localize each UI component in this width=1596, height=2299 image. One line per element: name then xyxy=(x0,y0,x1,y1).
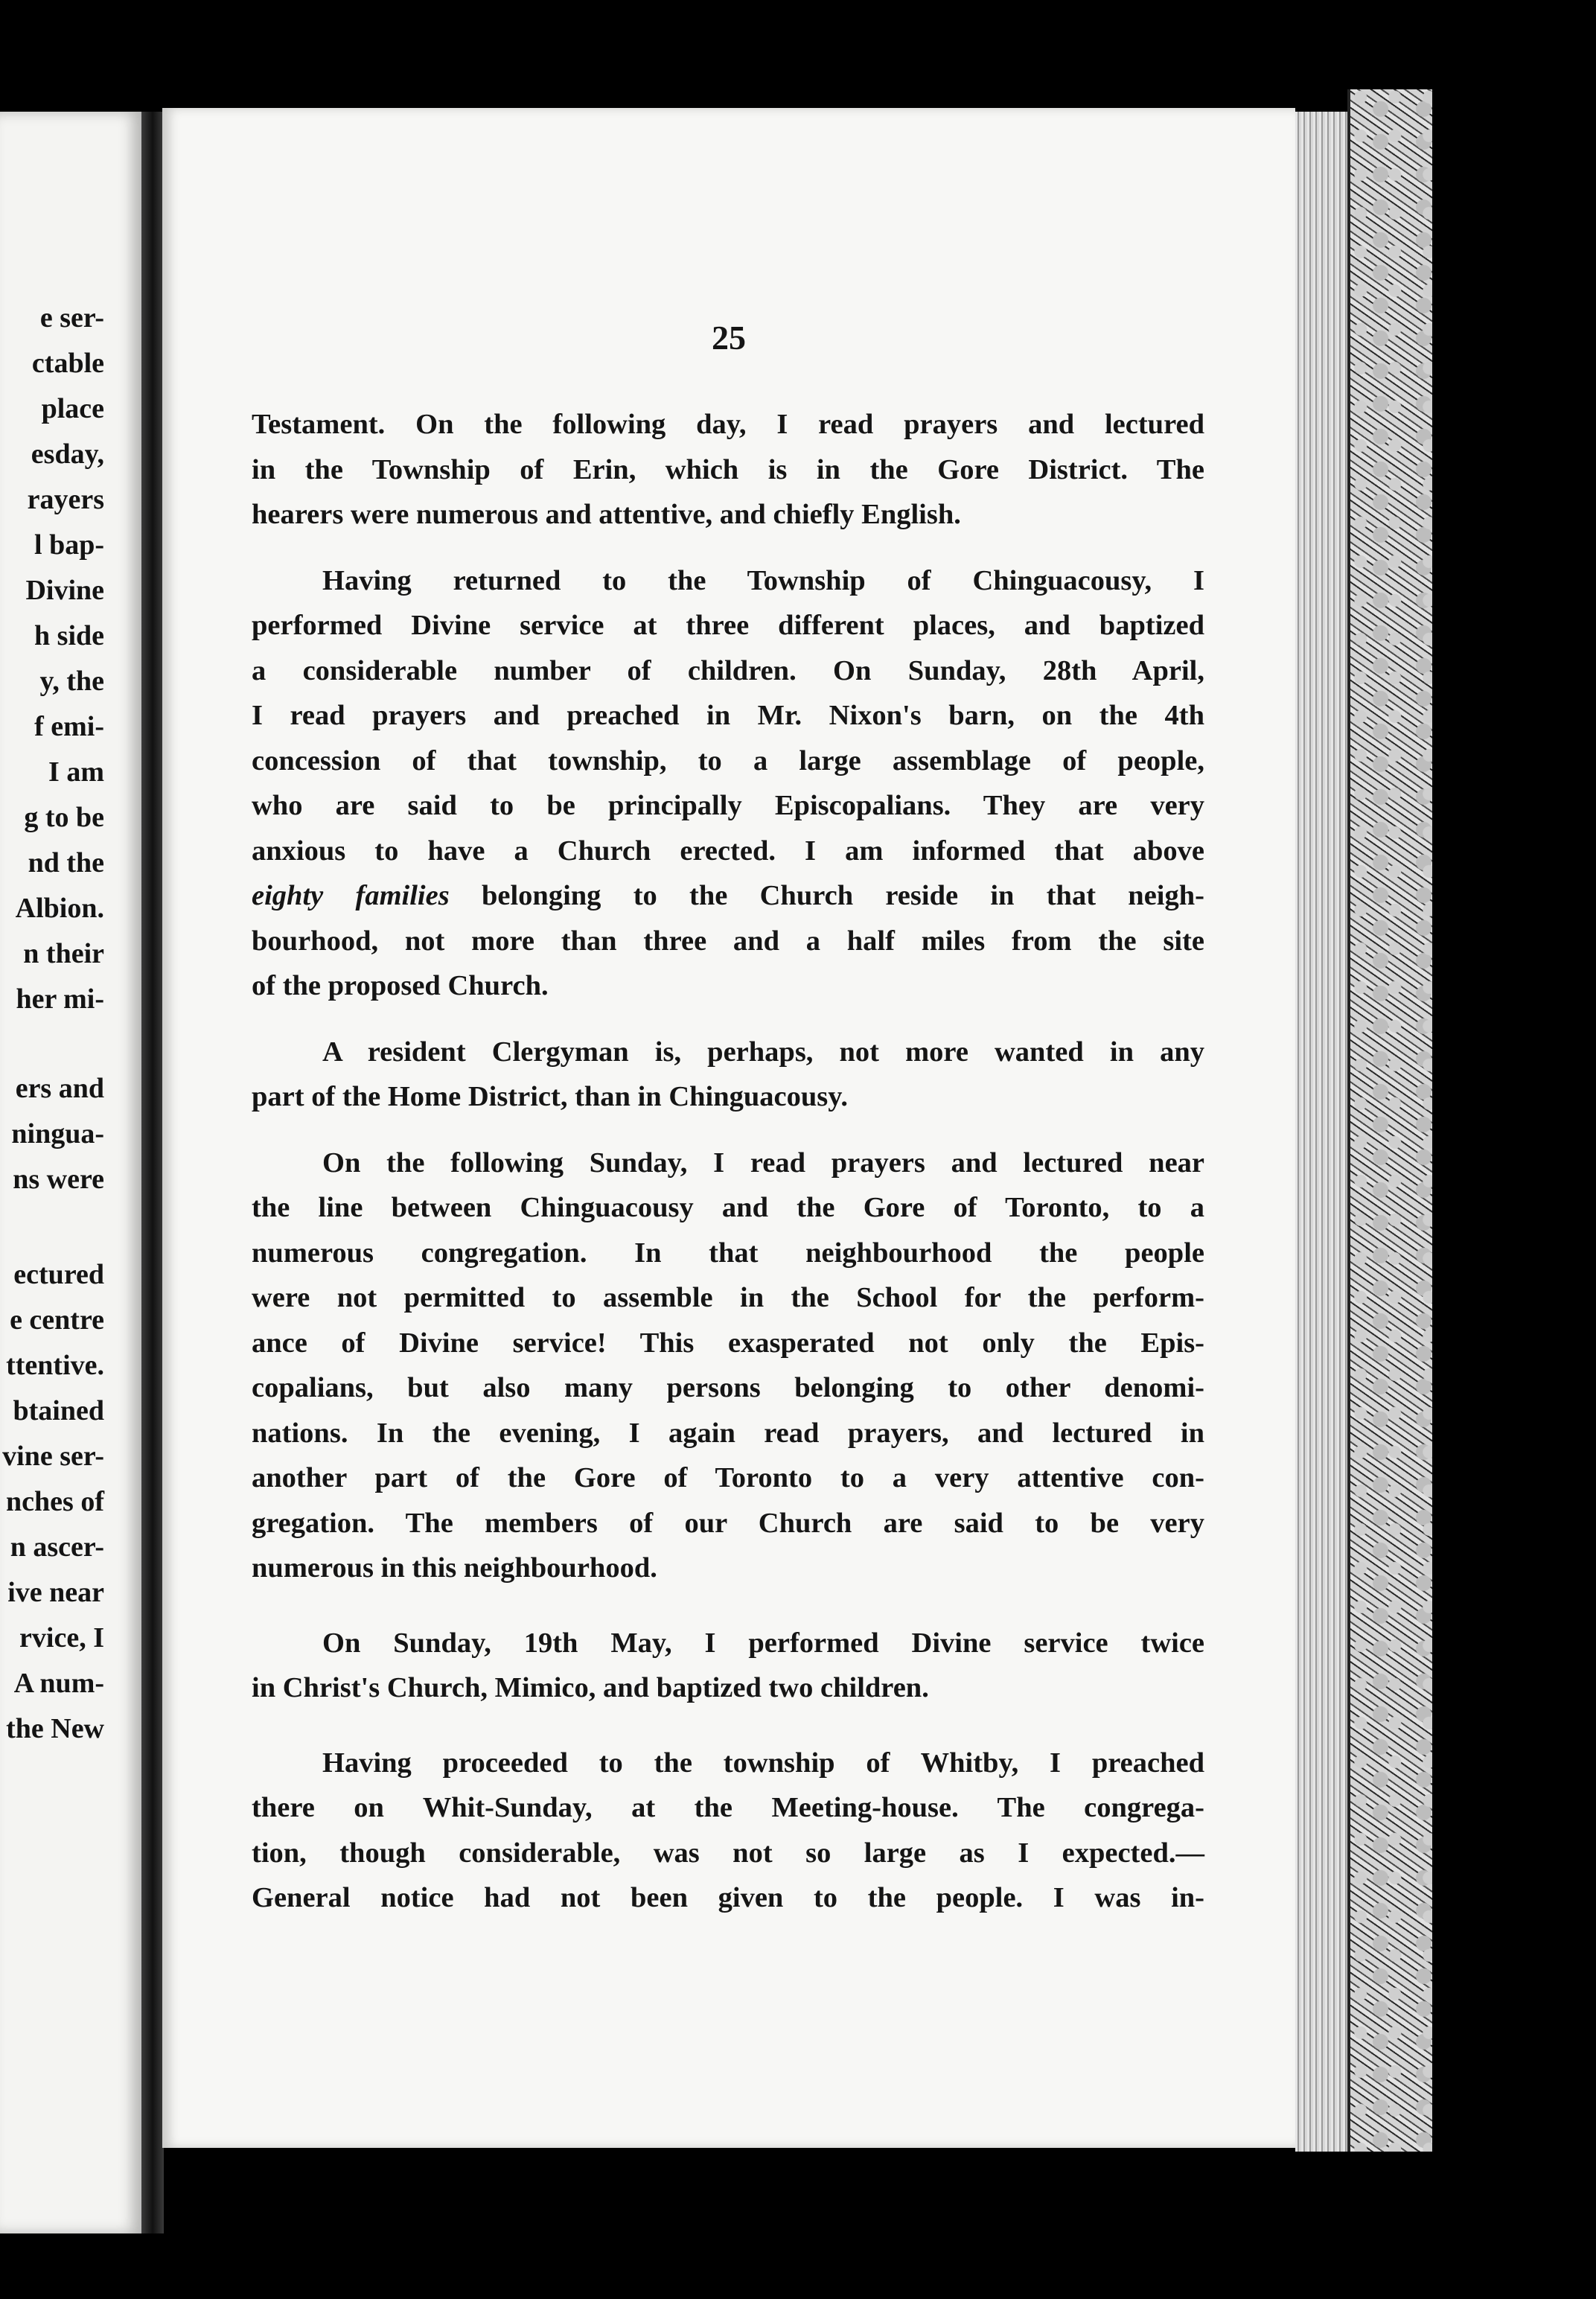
text-line: bourhood, not more than three and a half miles from the site xyxy=(252,925,1204,957)
left-page-line: n their xyxy=(23,938,104,969)
text-line: the line between Chinguacousy and the Gore of Toronto, to a xyxy=(252,1192,1204,1223)
left-page-line: l bap- xyxy=(34,529,104,561)
page-edges xyxy=(1295,112,1347,2152)
text-line: nations. In the evening, I again read prayers, and lectured in xyxy=(252,1417,1204,1449)
paragraph-3 xyxy=(252,1030,1204,1120)
left-page-line: Albion. xyxy=(15,893,104,924)
text-line: in the Township of Erin, which is in the Gore District. The xyxy=(252,453,1204,485)
text-line: performed Divine service at three different places, and baptized xyxy=(252,610,1204,641)
text-line: part of the Home District, than in Chinguacousy. xyxy=(252,1081,849,1112)
left-page-line: h side xyxy=(34,620,104,651)
page-body xyxy=(252,402,1204,1921)
left-page-line: A num- xyxy=(13,1668,104,1699)
left-page-line: nches of xyxy=(6,1486,104,1517)
left-page-line: ive near xyxy=(7,1577,104,1608)
left-page-line: I am xyxy=(48,756,104,788)
left-page-line: esday, xyxy=(31,439,104,470)
text-line: of the proposed Church. xyxy=(252,970,549,1001)
left-page-line: f emi- xyxy=(34,711,104,742)
left-page-line: ns were xyxy=(13,1164,104,1195)
book-gutter xyxy=(141,112,164,2233)
paragraph-1 xyxy=(252,402,1204,538)
paragraph-6 xyxy=(252,1741,1204,1921)
text-line: numerous congregation. In that neighbourhood the people xyxy=(252,1237,1204,1269)
right-page xyxy=(162,108,1295,2148)
text-line: On Sunday, 19th May, I performed Divine service twice xyxy=(322,1627,1204,1659)
text-line: copalians, but also many persons belonging to other denomi- xyxy=(252,1372,1204,1403)
left-page-line: e ser- xyxy=(39,302,104,334)
left-page-line: place xyxy=(41,393,104,424)
left-page-line: rvice, I xyxy=(19,1622,104,1654)
text-line: in Christ's Church, Mimico, and baptized two children. xyxy=(252,1672,929,1703)
text-line: tion, though considerable, was not so large as I expected.— xyxy=(252,1837,1204,1869)
left-page-line: nd the xyxy=(28,847,104,879)
left-page-line: ctable xyxy=(31,348,104,379)
left-page-line: Divine xyxy=(25,575,104,606)
left-page-line: y, the xyxy=(39,666,104,697)
left-page-line: ttentive. xyxy=(6,1350,104,1381)
italic-phrase: eighty families xyxy=(252,880,450,911)
text-line: Having proceeded to the township of Whitby, I preached xyxy=(322,1747,1204,1779)
text-line: there on Whit-Sunday, at the Meeting-house. The congrega- xyxy=(252,1792,1204,1823)
text-line: who are said to be principally Episcopalians. They are very xyxy=(252,790,1204,821)
text-line: On the following Sunday, I read prayers and lectured near xyxy=(322,1147,1204,1179)
text-line: a considerable number of children. On Sunday, 28th April, xyxy=(252,654,1204,686)
text-line: I read prayers and preached in Mr. Nixon's barn, on the 4th xyxy=(252,700,1204,731)
left-page-line: btained xyxy=(13,1395,104,1426)
text-line: concession of that township, to a large assemblage of people, xyxy=(252,744,1204,777)
text-line: ance of Divine service! This exasperated not only the Epis- xyxy=(252,1327,1204,1359)
left-facing-page xyxy=(0,112,141,2233)
left-page-line: the New xyxy=(6,1713,104,1744)
paragraph-4 xyxy=(252,1141,1204,1591)
marbled-cover xyxy=(1347,89,1432,2152)
paragraph-2 xyxy=(252,558,1204,1009)
left-page-line: rayers xyxy=(27,484,104,515)
text-line: anxious to have a Church erected. I am informed that above xyxy=(252,835,1204,867)
page-number: 25 xyxy=(712,319,746,357)
text-line: gregation. The members of our Church are said to be very xyxy=(252,1507,1204,1539)
text-line: Having returned to the Township of Chinguacousy, I xyxy=(322,564,1204,596)
text-fragment: belonging to the Church reside in that neigh- xyxy=(449,880,1204,911)
text-line: hearers were numerous and attentive, and chiefly English. xyxy=(252,499,961,530)
text-line: numerous in this neighbourhood. xyxy=(252,1552,657,1584)
text-line: Testament. On the following day, I read prayers and lectured xyxy=(252,409,1204,440)
text-line: another part of the Gore of Toronto to a very attentive con- xyxy=(252,1462,1204,1493)
left-page-line: g to be xyxy=(24,802,104,833)
text-line: General notice had not been given to the people. I was in- xyxy=(252,1882,1204,1913)
left-page-line: vine ser- xyxy=(2,1441,104,1472)
text-line: were not permitted to assemble in the School for the perform- xyxy=(252,1282,1204,1313)
text-line: A resident Clergyman is, perhaps, not more wanted in any xyxy=(322,1036,1204,1068)
left-page-line: ningua- xyxy=(11,1118,104,1150)
left-page-line: ers and xyxy=(15,1073,104,1104)
text-line xyxy=(252,873,1204,919)
left-page-line: n ascer- xyxy=(10,1531,104,1563)
left-page-line: e centre xyxy=(10,1304,104,1336)
paragraph-5 xyxy=(252,1621,1204,1711)
left-page-line: her mi- xyxy=(16,983,104,1015)
left-page-line: ectured xyxy=(13,1259,104,1290)
